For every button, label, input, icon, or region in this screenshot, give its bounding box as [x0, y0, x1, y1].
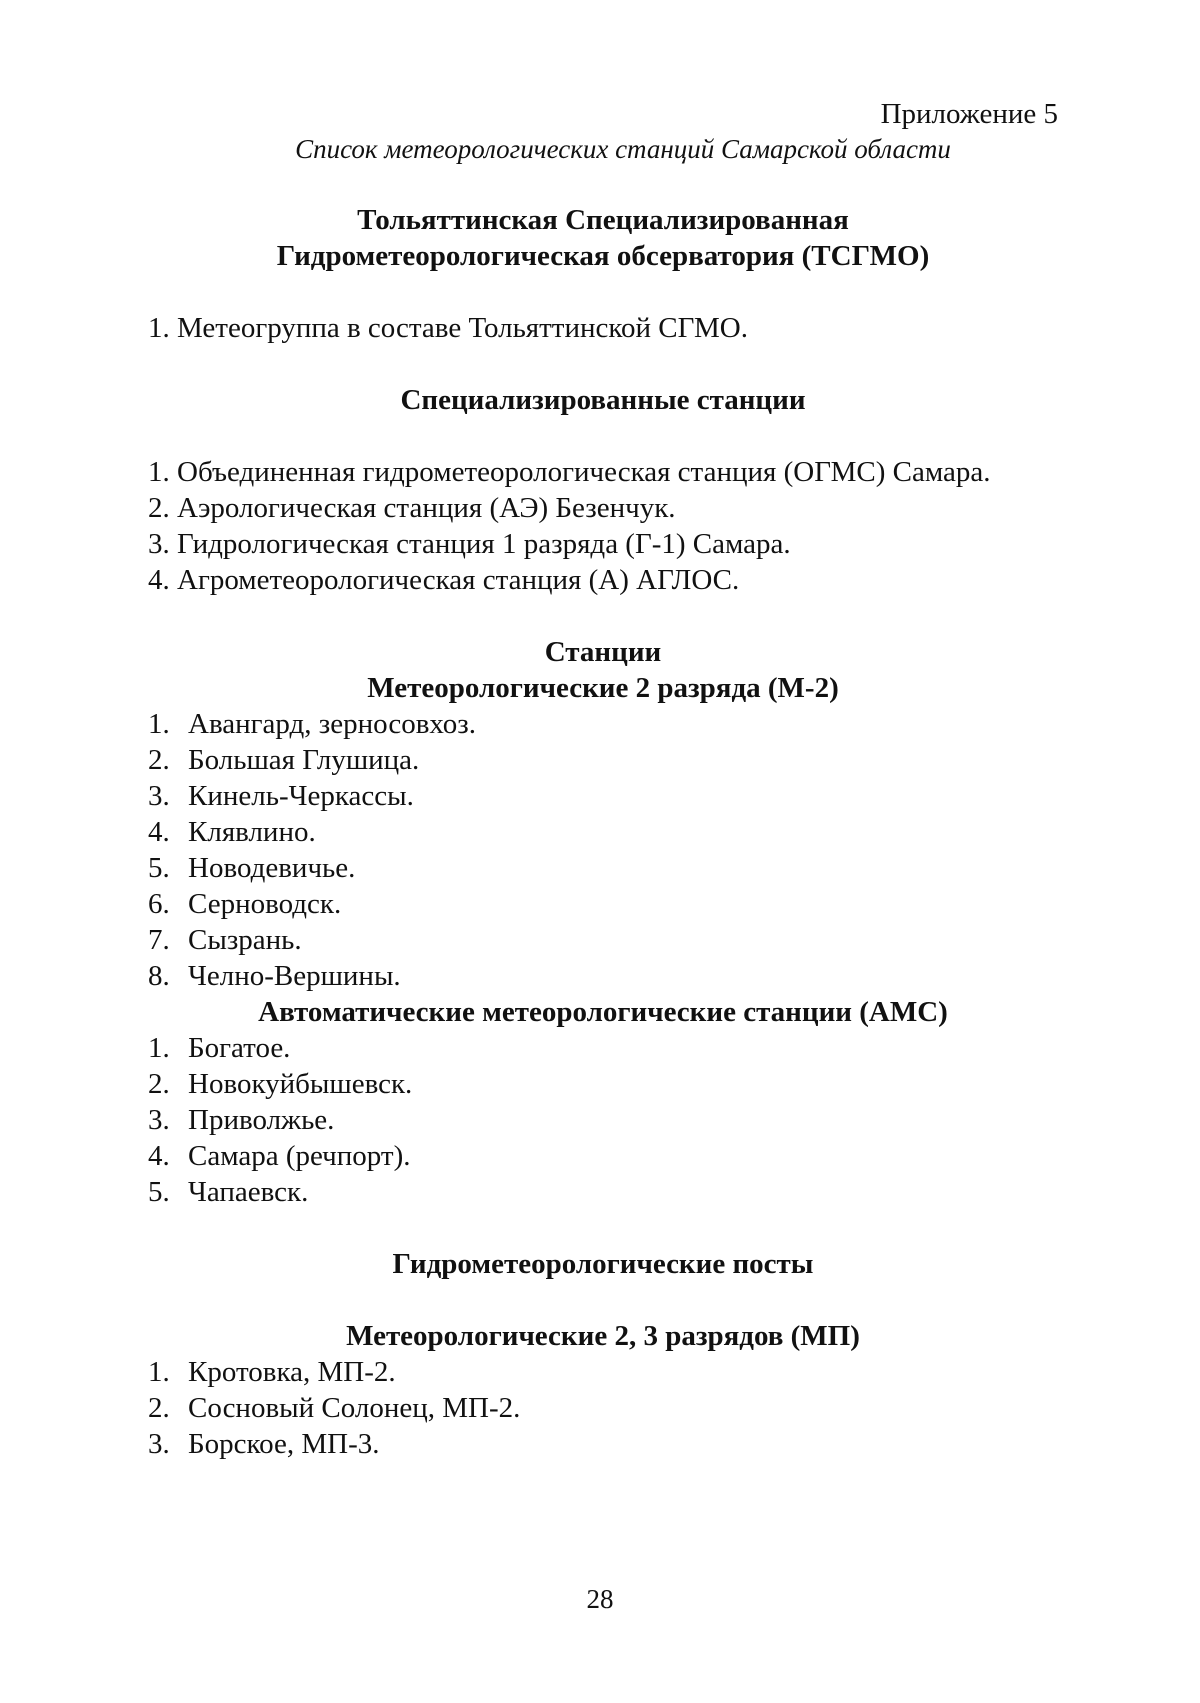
observatory-title-line2: Гидрометеорологическая обсерватория (ТСГМО) — [276, 240, 930, 272]
observatory-title-line1: Тольяттинская Специализированная — [357, 204, 849, 236]
list-item: 4. Агрометеорологическая станция (А) АГЛОС. — [148, 564, 740, 596]
list-item-number: 2. — [148, 1068, 170, 1100]
list-item-text: Чапаевск. — [188, 1176, 309, 1208]
list-item-text: Новодевичье. — [188, 852, 356, 884]
list-item: 3. Гидрологическая станция 1 разряда (Г-1) Самара. — [148, 528, 791, 560]
list-item-number: 7. — [148, 924, 170, 956]
page-content — [148, 96, 1058, 1462]
list-item-text: Новокуйбышевск. — [188, 1068, 413, 1100]
list-item — [148, 1066, 1058, 1102]
list-item-number: 3. — [148, 780, 170, 812]
m2-stations-list — [148, 706, 1058, 994]
list-item — [148, 1390, 1058, 1426]
list-item-text: Большая Глушица. — [188, 744, 420, 776]
list-item-number: 2. — [148, 744, 170, 776]
list-item-text: Самара (речпорт). — [188, 1140, 411, 1172]
mp-posts-list — [148, 1354, 1058, 1462]
list-item-number: 1. — [148, 1356, 170, 1388]
list-item-number: 2. — [148, 1392, 170, 1424]
list-item-text: Челно-Вершины. — [188, 960, 401, 992]
list-item — [148, 706, 1058, 742]
list-item — [148, 958, 1058, 994]
list-item-text: Клявлино. — [188, 816, 316, 848]
list-item-number: 3. — [148, 1104, 170, 1136]
list-item: 1. Объединенная гидрометеорологическая станция (ОГМС) Самара. — [148, 456, 991, 488]
observatory-item: 1. Метеогруппа в составе Тольяттинской СГМО. — [148, 312, 748, 344]
posts-title: Гидрометеорологические посты — [392, 1248, 814, 1280]
list-item-number: 1. — [148, 1032, 170, 1064]
ams-stations-title: Автоматические метеорологические станции (АМС) — [258, 996, 948, 1028]
list-item-number: 4. — [148, 1140, 170, 1172]
list-item-number: 1. — [148, 708, 170, 740]
list-item-number: 5. — [148, 1176, 170, 1208]
m2-stations-title: Метеорологические 2 разряда (М-2) — [367, 672, 839, 704]
document-subtitle: Список метеорологических станций Самарской области — [295, 134, 951, 164]
list-item-number: 5. — [148, 852, 170, 884]
list-item-number: 6. — [148, 888, 170, 920]
list-item-text: Авангард, зерносовхоз. — [188, 708, 477, 740]
specialized-stations-title: Специализированные станции — [400, 384, 806, 416]
list-item — [148, 886, 1058, 922]
stations-title: Станции — [544, 636, 662, 668]
list-item — [148, 922, 1058, 958]
list-item: 2. Аэрологическая станция (АЭ) Безенчук. — [148, 492, 676, 524]
list-item-number: 4. — [148, 816, 170, 848]
list-item-text: Кротовка, МП-2. — [188, 1356, 396, 1388]
list-item — [148, 1102, 1058, 1138]
page-number: 28 — [586, 1584, 614, 1614]
list-item — [148, 1426, 1058, 1462]
mp-posts-title: Метеорологические 2, 3 разрядов (МП) — [346, 1320, 860, 1352]
list-item-number: 8. — [148, 960, 170, 992]
list-item-text: Приволжье. — [188, 1104, 335, 1136]
list-item — [148, 1174, 1058, 1210]
list-item-text: Сосновый Солонец, МП-2. — [188, 1392, 521, 1424]
list-item-text: Борское, МП-3. — [188, 1428, 380, 1460]
list-item-text: Кинель-Черкассы. — [188, 780, 414, 812]
ams-stations-list — [148, 1030, 1058, 1210]
list-item — [148, 778, 1058, 814]
list-item-number: 3. — [148, 1428, 170, 1460]
list-item — [148, 814, 1058, 850]
appendix-label: Приложение 5 — [880, 98, 1058, 130]
list-item — [148, 1138, 1058, 1174]
list-item-text: Сызрань. — [188, 924, 302, 956]
list-item — [148, 742, 1058, 778]
list-item-text: Богатое. — [188, 1032, 291, 1064]
list-item — [148, 1030, 1058, 1066]
list-item — [148, 850, 1058, 886]
specialized-stations-list — [148, 454, 1058, 598]
list-item — [148, 1354, 1058, 1390]
list-item-text: Серноводск. — [188, 888, 342, 920]
